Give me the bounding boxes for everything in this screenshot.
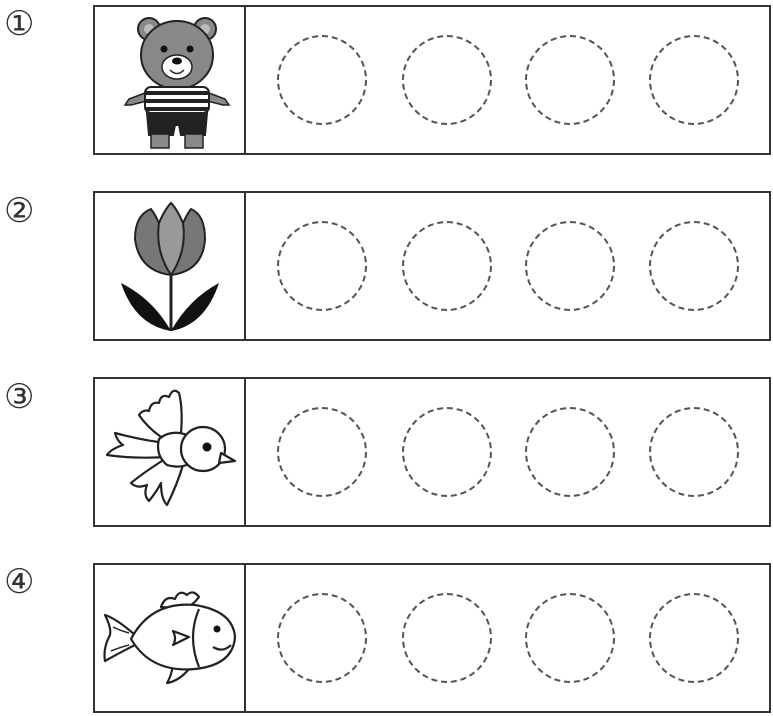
bird-icon — [95, 379, 244, 525]
counting-circle — [402, 221, 492, 311]
counting-row-3 — [93, 377, 771, 527]
counting-circle — [402, 593, 492, 683]
row-number-3: ③ — [4, 377, 35, 417]
picture-cell-2 — [95, 193, 246, 339]
counting-circle — [525, 593, 615, 683]
counting-circle — [649, 221, 739, 311]
counting-circle — [649, 35, 739, 125]
row-number-1: ① — [4, 4, 35, 44]
counting-row-1 — [93, 5, 771, 155]
picture-cell-3 — [95, 379, 246, 525]
tulip-icon — [95, 193, 244, 339]
fish-icon — [95, 565, 244, 711]
counting-row-4 — [93, 563, 771, 713]
counting-circle — [277, 407, 367, 497]
bear-icon — [95, 7, 244, 153]
counting-circle — [277, 593, 367, 683]
counting-row-2 — [93, 191, 771, 341]
picture-cell-1 — [95, 7, 246, 153]
counting-circle — [402, 35, 492, 125]
counting-circle — [277, 221, 367, 311]
counting-circle — [649, 407, 739, 497]
counting-circle — [277, 35, 367, 125]
counting-circle — [649, 593, 739, 683]
row-number-4: ④ — [4, 562, 35, 602]
counting-circle — [525, 35, 615, 125]
row-number-2: ② — [4, 191, 35, 231]
counting-circle — [525, 407, 615, 497]
counting-circle — [525, 221, 615, 311]
picture-cell-4 — [95, 565, 246, 711]
counting-circle — [402, 407, 492, 497]
